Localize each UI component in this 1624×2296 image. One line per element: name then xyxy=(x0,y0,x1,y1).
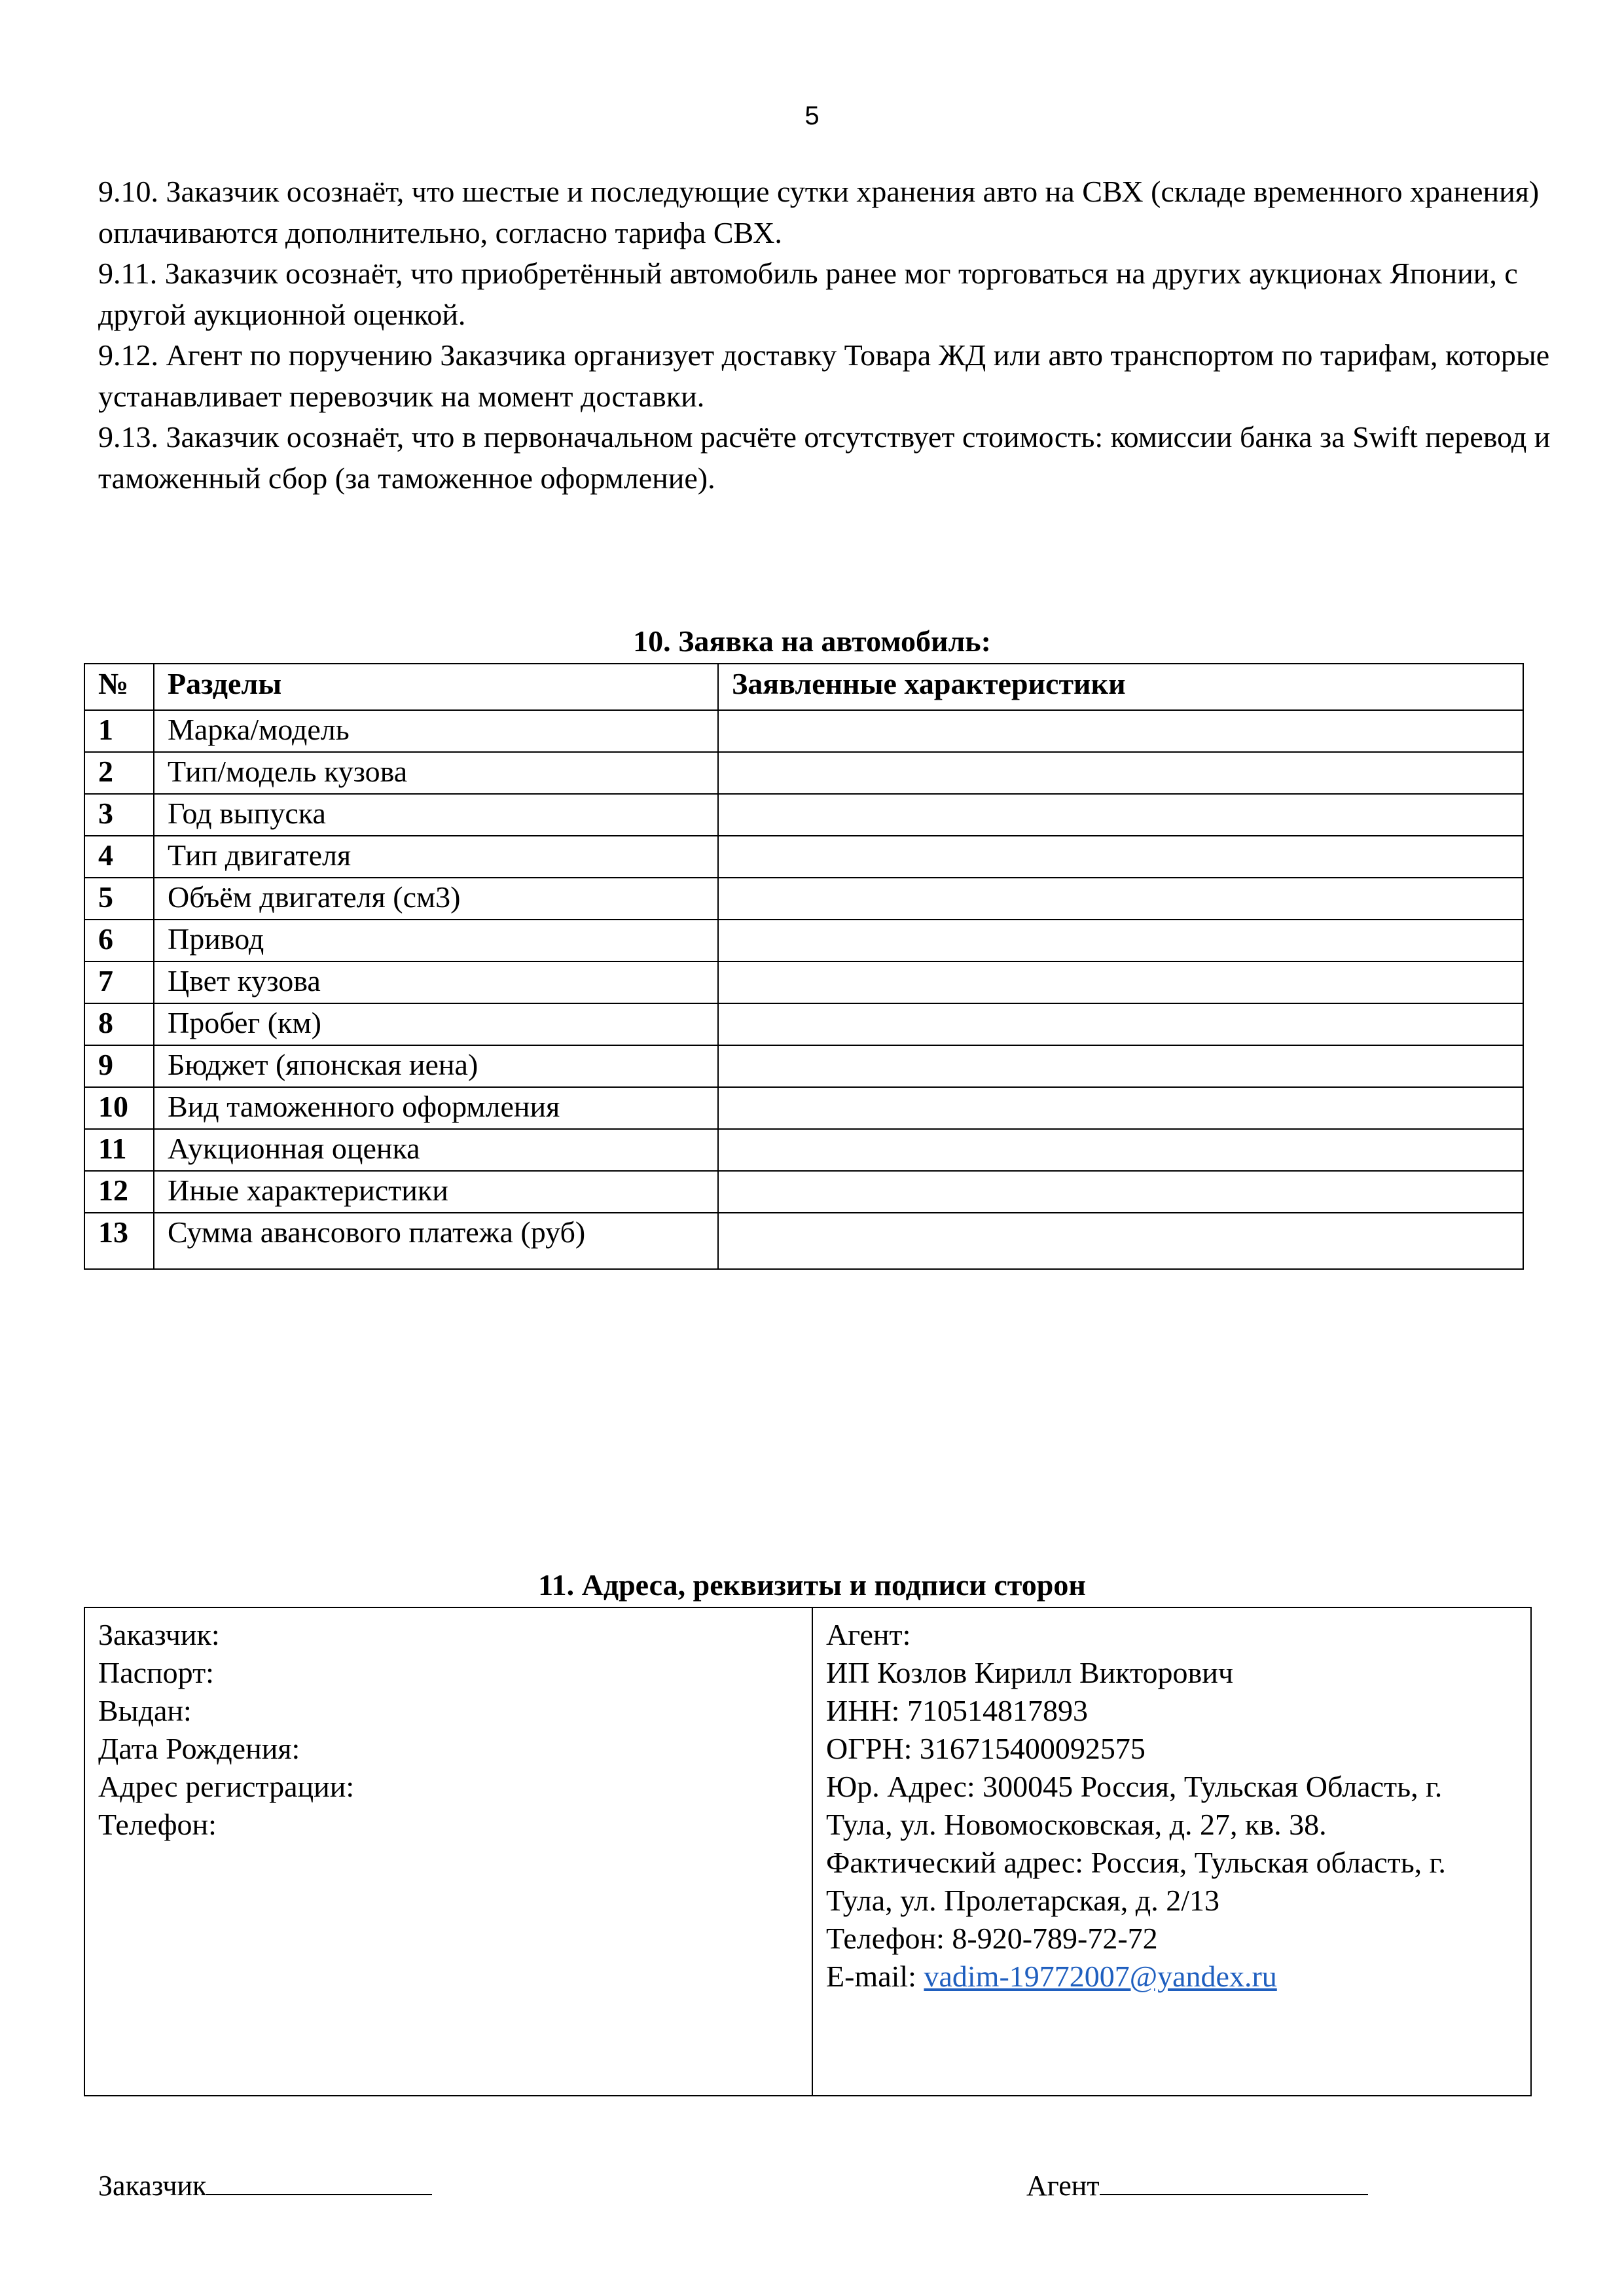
row-section: Иные характеристики xyxy=(154,1171,718,1213)
table-row xyxy=(84,1003,1523,1045)
agent-label: Агент: xyxy=(826,1618,911,1651)
table-row xyxy=(84,1171,1523,1213)
customer-passport: Паспорт: xyxy=(98,1656,214,1689)
clause-9-12: 9.12. Агент по поручению Заказчика организует доставку Товара ЖД или авто транспортом по тарифам, которые устанавливает перевозчик на момент доставки. xyxy=(98,338,1550,413)
header-characteristics: Заявленные характеристики xyxy=(718,664,1523,710)
header-number: № xyxy=(84,664,154,710)
customer-signature-label: Заказчик xyxy=(98,2170,207,2202)
row-value[interactable] xyxy=(718,878,1523,920)
customer-signature-line[interactable] xyxy=(206,2168,432,2195)
row-value[interactable] xyxy=(718,836,1523,878)
agent-signature xyxy=(1026,2168,1368,2202)
row-section: Вид таможенного оформления xyxy=(154,1087,718,1129)
table-row xyxy=(84,1087,1523,1129)
row-number: 8 xyxy=(84,1003,154,1045)
customer-details-cell xyxy=(84,1607,812,2096)
table-row xyxy=(84,1213,1523,1269)
table-row xyxy=(84,1129,1523,1171)
row-section: Год выпуска xyxy=(154,794,718,836)
table-row xyxy=(84,794,1523,836)
clauses-section xyxy=(98,171,1558,499)
row-number: 1 xyxy=(84,710,154,752)
row-number: 3 xyxy=(84,794,154,836)
table-row xyxy=(84,752,1523,794)
row-number: 12 xyxy=(84,1171,154,1213)
table-row xyxy=(84,878,1523,920)
customer-label: Заказчик: xyxy=(98,1618,220,1651)
parties-table xyxy=(84,1607,1532,2096)
row-value[interactable] xyxy=(718,920,1523,961)
row-section: Привод xyxy=(154,920,718,961)
row-value[interactable] xyxy=(718,1171,1523,1213)
agent-email-line xyxy=(826,1958,1517,1996)
row-number: 2 xyxy=(84,752,154,794)
table-row xyxy=(84,710,1523,752)
agent-actual-address-line2: Тула, ул. Пролетарская, д. 2/13 xyxy=(826,1884,1219,1917)
customer-issued: Выдан: xyxy=(98,1694,192,1727)
clause-9-13: 9.13. Заказчик осознаёт, что в первоначальном расчёте отсутствует стоимость: комиссии банка за Swift перевод и таможенный сбор (за таможенное оформление). xyxy=(98,420,1551,495)
parties-section-title: 11. Адреса, реквизиты и подписи сторон xyxy=(538,1568,1086,1602)
agent-actual-address-line1: Фактический адрес: Россия, Тульская область, г. xyxy=(826,1846,1446,1879)
row-number: 10 xyxy=(84,1087,154,1129)
page-number: 5 xyxy=(804,101,820,130)
order-section-title: 10. Заявка на автомобиль: xyxy=(633,624,991,658)
agent-signature-label: Агент xyxy=(1026,2170,1100,2202)
row-section: Аукционная оценка xyxy=(154,1129,718,1171)
table-row xyxy=(84,836,1523,878)
row-value[interactable] xyxy=(718,710,1523,752)
row-section: Марка/модель xyxy=(154,710,718,752)
row-number: 13 xyxy=(84,1213,154,1269)
row-section: Сумма авансового платежа (руб) xyxy=(154,1213,718,1269)
agent-name: ИП Козлов Кирилл Викторович xyxy=(826,1656,1234,1689)
row-number: 5 xyxy=(84,878,154,920)
row-value[interactable] xyxy=(718,1003,1523,1045)
row-number: 11 xyxy=(84,1129,154,1171)
table-row xyxy=(84,961,1523,1003)
customer-signature xyxy=(98,2168,432,2202)
header-sections: Разделы xyxy=(154,664,718,710)
row-section: Тип двигателя xyxy=(154,836,718,878)
row-value[interactable] xyxy=(718,1087,1523,1129)
row-value[interactable] xyxy=(718,1213,1523,1269)
row-number: 6 xyxy=(84,920,154,961)
agent-email-label: E-mail: xyxy=(826,1960,924,1993)
row-section: Пробег (км) xyxy=(154,1003,718,1045)
row-section: Бюджет (японская иена) xyxy=(154,1045,718,1087)
agent-email-link[interactable]: vadim-19772007@yandex.ru xyxy=(924,1960,1277,1993)
customer-address: Адрес регистрации: xyxy=(98,1770,355,1803)
row-value[interactable] xyxy=(718,1045,1523,1087)
agent-ogrn: ОГРН: 316715400092575 xyxy=(826,1732,1146,1765)
agent-legal-address-line2: Тула, ул. Новомосковская, д. 27, кв. 38. xyxy=(826,1808,1327,1841)
customer-birth-date: Дата Рождения: xyxy=(98,1732,300,1765)
agent-legal-address-line1: Юр. Адрес: 300045 Россия, Тульская Область, г. xyxy=(826,1770,1443,1803)
row-section: Тип/модель кузова xyxy=(154,752,718,794)
row-section: Объём двигателя (см3) xyxy=(154,878,718,920)
row-value[interactable] xyxy=(718,752,1523,794)
table-row xyxy=(84,1045,1523,1087)
row-value[interactable] xyxy=(718,961,1523,1003)
agent-details-cell xyxy=(812,1607,1531,2096)
clause-9-10: 9.10. Заказчик осознаёт, что шестые и последующие сутки хранения авто на СВХ (складе временного хранения) оплачиваются дополнительно, согласно тарифа СВХ. xyxy=(98,175,1540,249)
table-row xyxy=(84,920,1523,961)
clause-9-11: 9.11. Заказчик осознаёт, что приобретённый автомобиль ранее мог торговаться на других аукционах Японии, с другой аукционной оценкой. xyxy=(98,257,1518,331)
agent-inn: ИНН: 710514817893 xyxy=(826,1694,1088,1727)
row-number: 4 xyxy=(84,836,154,878)
row-number: 7 xyxy=(84,961,154,1003)
row-number: 9 xyxy=(84,1045,154,1087)
row-section: Цвет кузова xyxy=(154,961,718,1003)
row-value[interactable] xyxy=(718,1129,1523,1171)
order-table-header xyxy=(84,664,1523,710)
agent-signature-line[interactable] xyxy=(1100,2168,1368,2195)
order-table xyxy=(84,663,1524,1270)
agent-phone: Телефон: 8-920-789-72-72 xyxy=(826,1922,1158,1955)
row-value[interactable] xyxy=(718,794,1523,836)
customer-phone: Телефон: xyxy=(98,1808,217,1841)
